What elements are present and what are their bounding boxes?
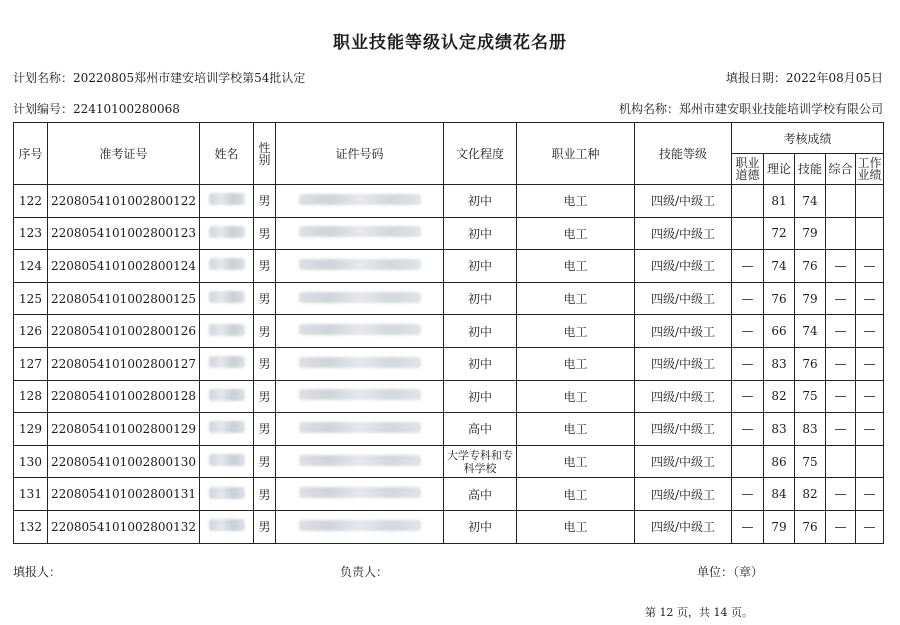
cell-id-redacted — [276, 315, 444, 348]
cell-skill-level: 四级/中级工 — [635, 315, 732, 348]
cell-skill: 76 — [795, 250, 826, 283]
cell-seq: 131 — [14, 478, 48, 511]
cell-performance — [856, 217, 884, 250]
cell-ticket: 2208054101002800131 — [48, 478, 200, 511]
cell-theory: 86 — [764, 445, 795, 478]
cell-skill: 76 — [795, 347, 826, 380]
cell-education: 高中 — [444, 478, 517, 511]
header-performance: 工作业绩 — [856, 154, 884, 185]
header-theory: 理论 — [764, 154, 795, 185]
cell-ethics: — — [732, 250, 764, 283]
cell-name-redacted — [200, 315, 254, 348]
cell-performance: — — [856, 282, 884, 315]
cell-performance: — — [856, 478, 884, 511]
table-row — [14, 347, 884, 380]
page-info: 第 12 页，共 14 页。 — [645, 606, 753, 619]
redacted-name — [209, 421, 245, 433]
redacted-id-number — [299, 226, 421, 237]
cell-ticket: 220805410100280012​3 — [48, 217, 200, 250]
cell-id-redacted — [276, 185, 444, 218]
cell-gender: 男 — [254, 478, 276, 511]
header-ticket: 准考证号 — [48, 123, 200, 185]
cell-ticket: 2208054101002800127 — [48, 347, 200, 380]
cell-skill-level: 四级/中级工 — [635, 413, 732, 446]
table-row — [14, 510, 884, 543]
cell-ticket: 2208054101002800128 — [48, 380, 200, 413]
redacted-name — [209, 389, 245, 401]
fill-date: 填报日期：2022年08月05日 — [725, 71, 883, 85]
cell-ticket: 220805410100280012​2 — [48, 185, 200, 218]
cell-id-redacted — [276, 282, 444, 315]
cell-name-redacted — [200, 217, 254, 250]
cell-overall: — — [826, 510, 856, 543]
header-overall: 综合 — [826, 154, 856, 185]
cell-ticket: 2208054101002800130 — [48, 445, 200, 478]
redacted-name — [209, 226, 245, 238]
cell-occupation: 电工 — [517, 445, 635, 478]
cell-ticket: 2208054101002800132 — [48, 510, 200, 543]
cell-theory: 66 — [764, 315, 795, 348]
cell-gender: 男 — [254, 250, 276, 283]
cell-education: 初中 — [444, 250, 517, 283]
plan-number: 计划编号：22410100280068 — [13, 102, 180, 116]
cell-performance — [856, 185, 884, 218]
redacted-id-number — [299, 455, 421, 466]
table-row — [14, 250, 884, 283]
cell-id-redacted — [276, 510, 444, 543]
cell-ethics — [732, 185, 764, 218]
redacted-id-number — [299, 487, 421, 498]
cell-performance: — — [856, 510, 884, 543]
cell-seq: 127 — [14, 347, 48, 380]
cell-overall: — — [826, 282, 856, 315]
cell-skill-level: 四级/中级工 — [635, 380, 732, 413]
redacted-id-number — [299, 259, 421, 270]
cell-skill-level: 四级/中级工 — [635, 217, 732, 250]
table-row — [14, 445, 884, 478]
cell-name-redacted — [200, 478, 254, 511]
cell-theory: 82 — [764, 380, 795, 413]
cell-ethics: — — [732, 413, 764, 446]
cell-theory: 79 — [764, 510, 795, 543]
cell-ethics — [732, 445, 764, 478]
cell-overall — [826, 217, 856, 250]
cell-overall — [826, 445, 856, 478]
cell-name-redacted — [200, 445, 254, 478]
cell-occupation: 电工 — [517, 380, 635, 413]
cell-occupation: 电工 — [517, 347, 635, 380]
cell-skill: 79 — [795, 217, 826, 250]
cell-ticket: 2208054101002800125 — [48, 282, 200, 315]
cell-skill-level: 四级/中级工 — [635, 347, 732, 380]
cell-skill: 79 — [795, 282, 826, 315]
table-row — [14, 282, 884, 315]
table-row — [14, 185, 884, 218]
cell-occupation: 电工 — [517, 413, 635, 446]
cell-seq: 122 — [14, 185, 48, 218]
cell-skill-level: 四级/中级工 — [635, 250, 732, 283]
cell-skill-level: 四级/中级工 — [635, 185, 732, 218]
cell-ticket: 2208054101002800126 — [48, 315, 200, 348]
cell-ethics: — — [732, 510, 764, 543]
redacted-name — [209, 519, 245, 531]
cell-ticket: 2208054101002800129 — [48, 413, 200, 446]
organization-name: 机构名称：郑州市建安职业技能培训学校有限公司 — [618, 102, 883, 116]
redacted-id-number — [299, 357, 421, 368]
cell-education: 初中 — [444, 315, 517, 348]
cell-name-redacted — [200, 510, 254, 543]
cell-theory: 76 — [764, 282, 795, 315]
header-id-number: 证件号码 — [276, 123, 444, 185]
cell-gender: 男 — [254, 380, 276, 413]
cell-overall — [826, 185, 856, 218]
table-row — [14, 315, 884, 348]
header-gender: 性别 — [254, 123, 276, 185]
redacted-name — [209, 487, 245, 499]
cell-occupation: 电工 — [517, 282, 635, 315]
cell-skill: 74 — [795, 315, 826, 348]
cell-performance: — — [856, 250, 884, 283]
cell-skill: 75 — [795, 380, 826, 413]
plan-name: 计划名称：20220805郑州市建安培训学校第54批认定 — [13, 71, 306, 85]
table-row — [14, 217, 884, 250]
cell-skill-level: 四级/中级工 — [635, 282, 732, 315]
roster-body — [14, 185, 884, 544]
redacted-id-number — [299, 324, 421, 335]
cell-gender: 男 — [254, 315, 276, 348]
cell-id-redacted — [276, 380, 444, 413]
redacted-id-number — [299, 194, 421, 205]
cell-education: 初中 — [444, 185, 517, 218]
cell-theory: 84 — [764, 478, 795, 511]
cell-name-redacted — [200, 282, 254, 315]
cell-name-redacted — [200, 380, 254, 413]
cell-seq: 123 — [14, 217, 48, 250]
cell-education: 初中 — [444, 347, 517, 380]
cell-seq: 129 — [14, 413, 48, 446]
cell-ethics — [732, 217, 764, 250]
cell-gender: 男 — [254, 445, 276, 478]
cell-skill: 76 — [795, 510, 826, 543]
redacted-id-number — [299, 292, 421, 303]
cell-seq: 128 — [14, 380, 48, 413]
cell-skill: 82 — [795, 478, 826, 511]
redacted-name — [209, 324, 245, 336]
cell-ethics: — — [732, 478, 764, 511]
cell-skill: 74 — [795, 185, 826, 218]
cell-skill-level: 四级/中级工 — [635, 445, 732, 478]
cell-ethics: — — [732, 380, 764, 413]
redacted-name — [209, 193, 245, 205]
cell-performance: — — [856, 315, 884, 348]
cell-name-redacted — [200, 185, 254, 218]
cell-overall: — — [826, 250, 856, 283]
cell-overall: — — [826, 413, 856, 446]
cell-skill-level: 四级/中级工 — [635, 478, 732, 511]
cell-occupation: 电工 — [517, 185, 635, 218]
cell-id-redacted — [276, 217, 444, 250]
footer-filler: 填报人： — [13, 565, 62, 579]
header-education: 文化程度 — [444, 123, 517, 185]
cell-performance: — — [856, 347, 884, 380]
cell-skill-level: 四级/中级工 — [635, 510, 732, 543]
redacted-name — [209, 291, 245, 303]
cell-occupation: 电工 — [517, 510, 635, 543]
cell-theory: 81 — [764, 185, 795, 218]
cell-seq: 125 — [14, 282, 48, 315]
footer-responsible: 负责人： — [340, 565, 389, 579]
footer-unit: 单位：（章） — [697, 565, 764, 579]
redacted-name — [209, 258, 245, 270]
cell-performance: — — [856, 413, 884, 446]
cell-occupation: 电工 — [517, 217, 635, 250]
cell-gender: 男 — [254, 282, 276, 315]
cell-education: 大学专科和专科学校 — [444, 445, 517, 478]
cell-seq: 124 — [14, 250, 48, 283]
redacted-name — [209, 356, 245, 368]
cell-occupation: 电工 — [517, 250, 635, 283]
cell-education: 初中 — [444, 510, 517, 543]
cell-seq: 132 — [14, 510, 48, 543]
redacted-name — [209, 454, 245, 466]
cell-education: 高中 — [444, 413, 517, 446]
cell-overall: — — [826, 478, 856, 511]
cell-id-redacted — [276, 478, 444, 511]
cell-gender: 男 — [254, 510, 276, 543]
cell-overall: — — [826, 380, 856, 413]
cell-education: 初中 — [444, 217, 517, 250]
cell-gender: 男 — [254, 217, 276, 250]
cell-gender: 男 — [254, 413, 276, 446]
cell-id-redacted — [276, 250, 444, 283]
cell-skill: 83 — [795, 413, 826, 446]
cell-occupation: 电工 — [517, 315, 635, 348]
cell-id-redacted — [276, 347, 444, 380]
cell-seq: 130 — [14, 445, 48, 478]
cell-ticket: 2208054101002800124 — [48, 250, 200, 283]
table-row — [14, 478, 884, 511]
header-name: 姓名 — [200, 123, 254, 185]
cell-name-redacted — [200, 347, 254, 380]
cell-seq: 126 — [14, 315, 48, 348]
cell-performance — [856, 445, 884, 478]
cell-ethics: — — [732, 315, 764, 348]
cell-education: 初中 — [444, 380, 517, 413]
header-skill-level: 技能等级 — [635, 123, 732, 185]
header-occupation: 职业工种 — [517, 123, 635, 185]
header-seq: 序号 — [14, 123, 48, 185]
cell-skill: 75 — [795, 445, 826, 478]
cell-overall: — — [826, 315, 856, 348]
redacted-id-number — [299, 389, 421, 400]
cell-id-redacted — [276, 413, 444, 446]
table-row — [14, 380, 884, 413]
cell-id-redacted — [276, 445, 444, 478]
cell-theory: 72 — [764, 217, 795, 250]
redacted-id-number — [299, 422, 421, 433]
cell-ethics: — — [732, 347, 764, 380]
score-roster-table — [13, 122, 884, 544]
document-title: 职业技能等级认定成绩花名册 — [333, 33, 567, 53]
cell-ethics: — — [732, 282, 764, 315]
header-assessment: 考核成绩 — [732, 123, 884, 154]
cell-performance: — — [856, 380, 884, 413]
table-row — [14, 413, 884, 446]
cell-name-redacted — [200, 250, 254, 283]
cell-theory: 83 — [764, 347, 795, 380]
header-skill: 技能 — [795, 154, 826, 185]
cell-theory: 83 — [764, 413, 795, 446]
cell-education: 初中 — [444, 282, 517, 315]
cell-gender: 男 — [254, 185, 276, 218]
cell-name-redacted — [200, 413, 254, 446]
cell-occupation: 电工 — [517, 478, 635, 511]
cell-gender: 男 — [254, 347, 276, 380]
cell-overall: — — [826, 347, 856, 380]
header-ethics: 职业道德 — [732, 154, 764, 185]
redacted-id-number — [299, 520, 421, 531]
cell-theory: 74 — [764, 250, 795, 283]
